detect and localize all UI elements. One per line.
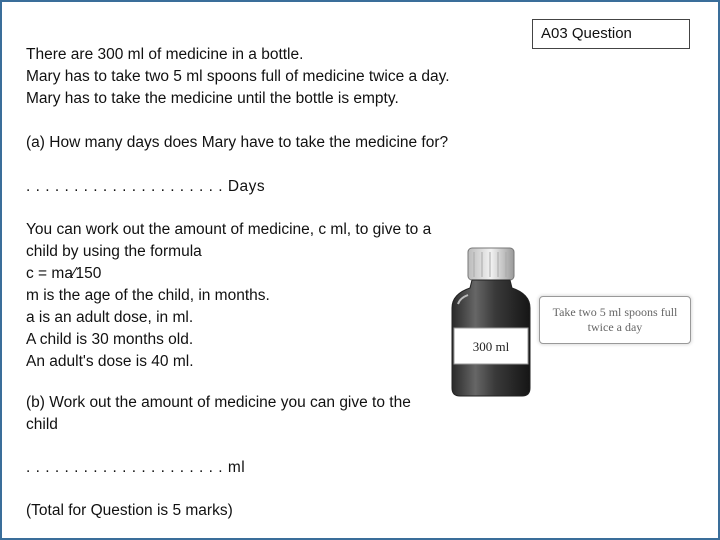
part-b-question [26,392,411,436]
formula-line-6: A child is 30 months old. [26,331,194,348]
intro-text [26,44,450,110]
total-marks: (Total for Question is 5 marks) [26,502,233,519]
intro-line-3: Mary has to take the medicine until the bottle is empty. [26,90,399,107]
formula-line-4: m is the age of the child, in months. [26,287,270,304]
dosage-line-2: twice a day [587,320,643,334]
part-b-line-2: child [26,416,58,433]
bottle-label: 300 ml [472,339,510,354]
intro-line-2: Mary has to take two 5 ml spoons full of medicine twice a day. [26,68,450,85]
formula-line-5: a is an adult dose, in ml. [26,309,194,326]
formula-line-3: c = ma⁄150 [26,265,102,282]
formula-line-1: You can work out the amount of medicine, c ml, to give to a [26,221,432,238]
formula-line-7: An adult's dose is 40 ml. [26,353,194,370]
question-tag: A03 Question [532,19,690,49]
formula-info [26,219,431,373]
formula-line-2: child by using the formula [26,243,202,260]
medicine-bottle-image [446,246,536,398]
intro-line-1: There are 300 ml of medicine in a bottle. [26,46,304,63]
dosage-label [539,296,691,344]
part-a-answer-line: . . . . . . . . . . . . . . . . . . . . . Days [26,178,266,195]
part-a-question: (a) How many days does Mary have to take the medicine for? [26,134,449,151]
dosage-line-1: Take two 5 ml spoons full [552,305,678,319]
part-b-answer-line: . . . . . . . . . . . . . . . . . . . . . ml [26,459,246,476]
part-b-line-1: (b) Work out the amount of medicine you can give to the [26,394,411,411]
